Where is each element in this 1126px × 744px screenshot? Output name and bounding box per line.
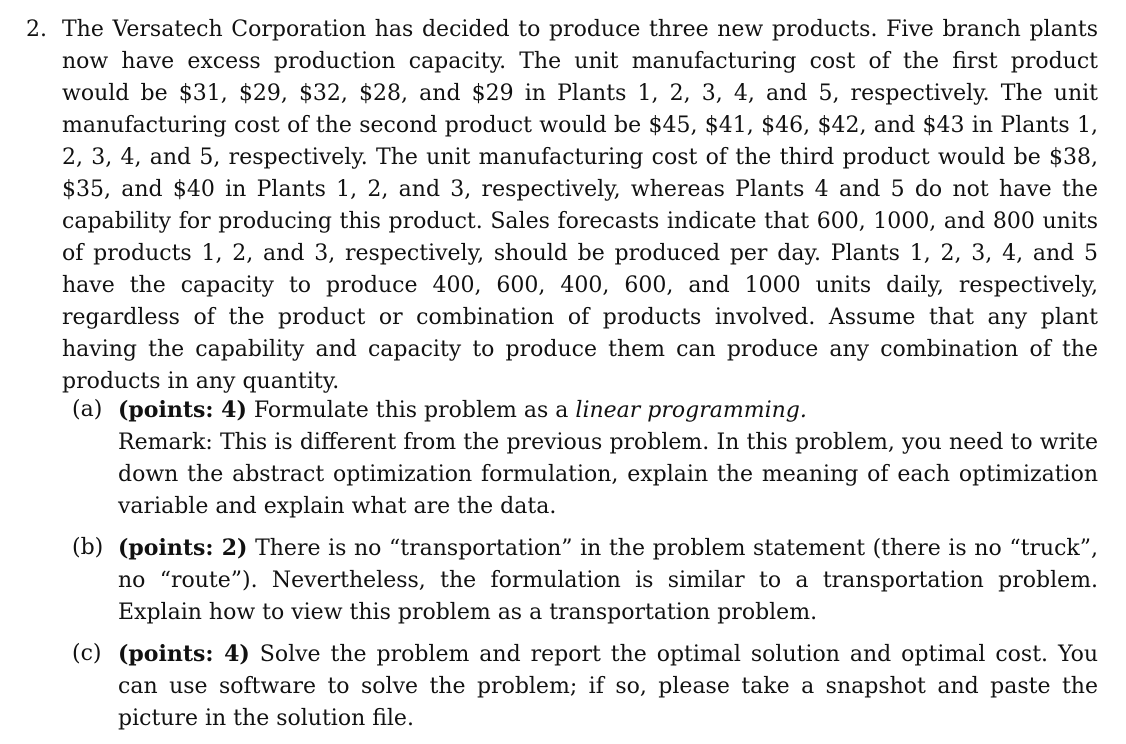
part-b-body	[118, 532, 1098, 629]
part-c-points: (points: 4)	[118, 641, 250, 667]
part-a-remark: Remark: This is different from the previous problem. In this problem, you need to write down the abstract optimization formulation, explain the meaning of each optimization variable and explain what are the data.	[118, 430, 1098, 519]
part-a-body	[118, 394, 1098, 523]
part-a-prompt	[118, 394, 1098, 427]
part-c-label: (c)	[72, 641, 102, 666]
part-a	[72, 394, 1098, 523]
part-b-text: There is no “transportation” in the problem statement (there is no “truck”, no “route”). Nevertheless, the formulation is similar to a transportation problem. Explain how to view this problem as a transportation problem.	[118, 536, 1098, 625]
part-b	[72, 532, 1098, 629]
part-a-points: (points: 4)	[118, 397, 247, 423]
part-a-text: Formulate this problem as a	[246, 398, 576, 423]
part-b-points: (points: 2)	[118, 535, 248, 561]
problem-parts	[72, 394, 1098, 744]
part-b-label: (b)	[72, 535, 104, 560]
problem-number: 2.	[26, 17, 47, 42]
part-a-emphasis: linear programming.	[575, 398, 807, 423]
part-c-text: Solve the problem and report the optimal solution and optimal cost. You can use software to solve the problem; if so, please take a snapshot and paste the picture in the solution file.	[118, 642, 1099, 731]
part-c-body	[118, 638, 1098, 735]
problem-2	[26, 14, 1098, 398]
part-a-label: (a)	[72, 397, 103, 422]
part-c	[72, 638, 1098, 735]
problem-statement: The Versatech Corporation has decided to produce three new products. Five branch plants now have excess production capacity. The unit manufacturing cost of the first product would be $31, $29, $32, $28, and $29 in Plants 1, 2, 3, 4, and 5, respectively. The unit manufacturing cost of the second product would be $45, $41, $46, $42, and $43 in Plants 1, 2, 3, 4, and 5, respectively. The unit manufacturing cost of the third product would be $38, $35, and $40 in Plants 1, 2, and 3, respectively, whereas Plants 4 and 5 do not have the capability for producing this product. Sales forecasts indicate that 600, 1000, and 800 units of products 1, 2, and 3, respectively, should be produced per day. Plants 1, 2, 3, 4, and 5 have the capacity to produce 400, 600, 400, 600, and 1000 units daily, respectively, regardless of the product or combination of products involved. Assume that any plant having the capability and capacity to produce them can produce any combination of the products in any quantity.	[62, 17, 1098, 394]
